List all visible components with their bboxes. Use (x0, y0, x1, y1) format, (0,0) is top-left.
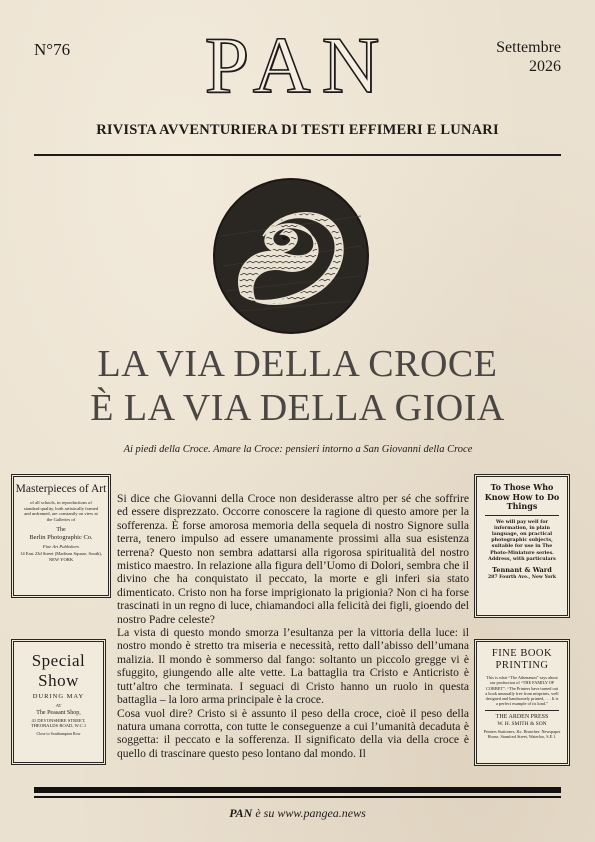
ad-address: 41 DEVONSHIRE STREET, THEOBALDS ROAD, W.C.1 (30, 717, 87, 729)
ad-at: AT (55, 703, 62, 708)
ad-the: The (56, 527, 66, 534)
article-body (117, 492, 469, 788)
snake-icon (211, 176, 371, 336)
ad-company: THE ARDEN PRESS (495, 713, 549, 720)
ad-subtitle: DURING MAY (32, 693, 85, 700)
headline-line-1: LA VIA DELLA CROCE (97, 343, 498, 385)
ad-title-1: FINE BOOK (491, 648, 553, 659)
ad-title-2: Show (38, 671, 79, 690)
issue-number: N°76 (34, 40, 71, 59)
headline-line-2: È LA VIA DELLA GIOIA (90, 387, 505, 429)
ad-masterpieces-of-art (13, 476, 109, 596)
masthead-title: PAN (204, 22, 391, 110)
article-paragraph: La vista di questo mondo smorza l’esultanza per la vittoria della luce: il nostro mondo è stretto tra miseria e necessità, retto dall’abisso dell’umana malizia. Il mondo è sommerso dal fango: soltanto un piccolo gregge vi è sfuggito, giungendo alle alte vette. La battaglia tra Cristo e Anticristo è tutt’altro che terminata. I seguaci di Cristo hanno un ruolo in questa battaglia – la loro arma principale è la croce. (117, 626, 469, 707)
article-paragraph: Cosa vuol dire? Cristo si è assunto il peso della croce, cioè il peso della natura umana corrotta, con tutte le conseguenze a cui l’umanità decaduta è soggetta: il peccato e la sofferenza. Il significato della via della croce è quello di trascinare questo peso lontano dal mondo. Il (117, 706, 469, 760)
ad-note: Close to Southampton Row (36, 730, 81, 736)
footer-link[interactable]: è su www.pangea.news (252, 806, 366, 820)
ad-body: of all schools, in reproductions of standard quality, both artistically framed and unframed, are constantly on view at the Galleries of (23, 500, 99, 522)
masthead-subtitle: RIVISTA AVVENTURIERA DI TESTI EFFIMERI E LUNARI (96, 122, 499, 138)
ad-company: Berlin Photographic Co. (29, 534, 93, 542)
ad-divider (485, 515, 559, 516)
ad-company: The Peasant Shop, (36, 709, 81, 716)
ad-company-2: W. H. SMITH & SON (497, 720, 547, 727)
top-rule (34, 154, 561, 156)
article-paragraph: Si dice che Giovanni della Croce non desiderasse altro per sé che soffrire ed essere disprezzato. Occorre conoscere la ragione di questo amore per la sofferenza. È forse amorosa memoria della sequela di nostro Signore sulla terra, tenero impulso ad essere umanamente prossimi alla sua esistenza terrena? Questo non sembra adattarsi alla rigorosa spiritualità del nostro mistico maestro. In relazione alla figura dell’Uomo di Dolori, sembra che il divino che ha conquistato il peccato, la morte e gli inferi sia stato dimenticato. Cristo non ha forse imprigionato la prigionia? Non ci ha forse trascinati in un regno di luce, chiamandoci alla felicità dei figli, gioendo del nostro Padre celeste? (117, 492, 469, 626)
ad-address: 287 Fourth Ave., New York (487, 574, 557, 580)
ad-title: Masterpieces of Art (15, 483, 107, 495)
bottom-rule-thin (34, 796, 561, 798)
ad-tagline: Fine Art Publishers (42, 544, 80, 550)
ad-title: To Those Who Know How to Do Things (484, 482, 560, 511)
issue-month: Settembre (496, 39, 561, 56)
ad-title-2: PRINTING (495, 660, 549, 671)
ad-special-show (13, 641, 104, 763)
ad-divider (485, 710, 559, 711)
footer-line (0, 806, 595, 821)
ad-body: This is what “The Athenæum” says about our production of “THE FAMILY OF CORBET”: “The Printers have turned out a book unusually free from misprints, well designed and handsomely printed, . . . It is a perfect example of its kind.” (485, 675, 559, 707)
issue-year: 2026 (529, 58, 561, 75)
ad-company: Tennant & Ward (492, 565, 552, 574)
ad-fine-book-printing (476, 641, 568, 764)
ad-title-1: Special (31, 651, 86, 670)
bottom-rule-thick (34, 787, 561, 793)
footer-brand: PAN (229, 806, 253, 820)
article-kicker: Ai piedi della Croce. Amare la Croce: pensieri intorno a San Giovanni della Croce (123, 444, 473, 455)
ad-body: We will pay well for information, in plain language, on practical photographic subjects, suitable for use in The Photo-Miniature series. Address, with particulars (488, 518, 556, 562)
ad-address: Printers Stationers, &c. Branches: Newspaper House, Stamford Street, Waterloo, S.E.1. (483, 728, 561, 739)
ad-tennant-ward (476, 476, 568, 616)
ad-address: 14 East 23d Street (Madison Square, South), NEW YORK (20, 550, 102, 562)
main-headline (0, 342, 595, 430)
